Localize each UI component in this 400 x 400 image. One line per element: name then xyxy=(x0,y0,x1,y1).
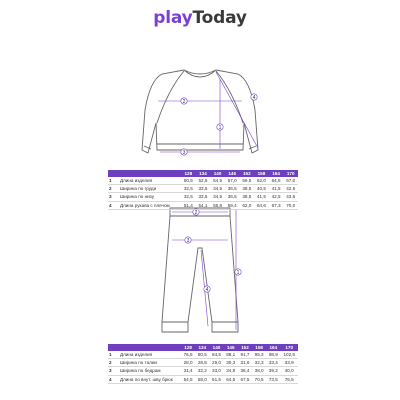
sweatshirt-markers xyxy=(181,94,257,156)
table-cell: 42,5 xyxy=(283,185,298,193)
table-cell: 56,8 xyxy=(210,201,225,209)
table-cell: 58,0 xyxy=(195,375,209,383)
table-cell: 59,4 xyxy=(225,201,240,209)
table-cell: 67,0 xyxy=(283,177,298,185)
table-cell: 31,4 xyxy=(181,367,195,375)
table-cell: 61,5 xyxy=(209,375,223,383)
table-cell: 95,3 xyxy=(252,351,266,359)
row-number: 1 xyxy=(108,177,119,185)
table-cell: 67,5 xyxy=(238,375,252,383)
table-cell: 34,5 xyxy=(210,185,225,193)
table-cell: 67,3 xyxy=(269,201,284,209)
table-row xyxy=(108,359,298,367)
table-cell: 40,5 xyxy=(254,185,269,193)
table-cell: 34,5 xyxy=(210,193,225,201)
measure-line-sleeve xyxy=(216,72,258,148)
size-header: 140 xyxy=(209,344,223,351)
row-label: Ширина по низу xyxy=(119,193,181,201)
table-cell: 73,5 xyxy=(266,375,280,383)
row-number: 4 xyxy=(108,201,119,209)
table-cell: 54,5 xyxy=(181,375,195,383)
pants-legs xyxy=(162,216,238,322)
row-number: 1 xyxy=(108,351,119,359)
table-cell: 51,4 xyxy=(181,201,196,209)
table-cell: 29,0 xyxy=(209,359,223,367)
table-cell: 33,5 xyxy=(196,185,211,193)
table-cell: 33,9 xyxy=(280,359,298,367)
marker-bottom-2: 2 xyxy=(194,209,198,216)
table-cell: 36,5 xyxy=(225,185,240,193)
size-header: 152 xyxy=(240,170,255,177)
table-cell: 59,5 xyxy=(240,177,255,185)
marker-bottom-3: 3 xyxy=(186,237,190,244)
pants-measure-lines xyxy=(172,210,236,330)
sweatshirt-body xyxy=(142,70,258,153)
table-cell: 28,5 xyxy=(195,359,209,367)
size-header: 128 xyxy=(181,170,196,177)
row-label: Длина изделия xyxy=(119,177,181,185)
table-cell: 42,5 xyxy=(269,193,284,201)
size-header: 170 xyxy=(280,344,298,351)
size-header: 146 xyxy=(225,170,240,177)
size-header: 140 xyxy=(210,170,225,177)
table-cell: 64,5 xyxy=(224,375,238,383)
sweatshirt-collar xyxy=(184,70,216,77)
table-cell: 76,5 xyxy=(181,351,195,359)
table-row xyxy=(108,367,298,375)
sweatshirt-cuffs xyxy=(144,146,256,149)
table-header-row xyxy=(108,170,298,177)
row-number: 4 xyxy=(108,375,119,383)
size-header: 134 xyxy=(195,344,209,351)
table-cell: 38,5 xyxy=(240,185,255,193)
size-header: 164 xyxy=(269,170,284,177)
marker-top-2: 2 xyxy=(182,98,186,105)
marker-bottom-4: 4 xyxy=(205,286,209,293)
table-cell: 32,3 xyxy=(252,359,266,367)
row-number: 3 xyxy=(108,367,119,375)
size-header: 134 xyxy=(196,170,211,177)
row-number: 2 xyxy=(108,359,119,367)
size-header: 164 xyxy=(266,344,280,351)
table-cell: 70,0 xyxy=(283,201,298,209)
row-label: Длина рукава с плечом xyxy=(119,201,181,209)
sweatshirt-size-table xyxy=(108,170,298,210)
table-cell: 33,0 xyxy=(209,367,223,375)
table-cell: 62,0 xyxy=(254,177,269,185)
marker-top-1: 1 xyxy=(218,124,222,131)
table-cell: 40,0 xyxy=(280,367,298,375)
table-cell: 54,5 xyxy=(210,177,225,185)
row-number: 2 xyxy=(108,185,119,193)
table-cell: 39,2 xyxy=(266,367,280,375)
table-cell: 64,6 xyxy=(254,201,269,209)
table-cell: 64,5 xyxy=(269,177,284,185)
table-cell: 91,7 xyxy=(238,351,252,359)
table-cell: 98,9 xyxy=(266,351,280,359)
brand-logo-part2: Today xyxy=(192,8,247,28)
table-row xyxy=(108,193,298,201)
table-header-label-cell xyxy=(108,170,181,177)
size-header: 170 xyxy=(283,170,298,177)
sweatshirt-drawing xyxy=(142,70,258,153)
table-cell: 62,0 xyxy=(240,201,255,209)
table-cell: 30,3 xyxy=(224,359,238,367)
size-header: 152 xyxy=(238,344,252,351)
table-row xyxy=(108,351,298,359)
table-cell: 80,5 xyxy=(195,351,209,359)
table-header-row xyxy=(108,344,298,351)
table-cell: 32,5 xyxy=(181,185,196,193)
pants-drawing xyxy=(162,208,238,332)
row-label: Ширина по груди xyxy=(119,185,181,193)
table-cell: 34,8 xyxy=(224,367,238,375)
row-label: Ширина по бедрам xyxy=(119,367,181,375)
row-label: Длина по внут. шву брюк xyxy=(119,375,181,383)
table-cell: 70,5 xyxy=(252,375,266,383)
pants-size-table xyxy=(108,344,298,384)
table-row xyxy=(108,201,298,209)
table-row xyxy=(108,375,298,383)
size-header: 158 xyxy=(254,170,269,177)
row-label: Длина изделия xyxy=(119,351,181,359)
brand-logo-part1: play xyxy=(153,8,193,28)
marker-top-3: 3 xyxy=(182,149,186,156)
table-row xyxy=(108,177,298,185)
table-cell: 38,5 xyxy=(240,193,255,201)
table-row xyxy=(108,185,298,193)
sweatshirt-raglan-left xyxy=(157,71,184,123)
row-label: Ширина по талии xyxy=(119,359,181,367)
row-number: 3 xyxy=(108,193,119,201)
table-cell: 41,5 xyxy=(269,185,284,193)
size-header: 128 xyxy=(181,344,195,351)
marker-top-4: 4 xyxy=(252,94,256,101)
table-cell: 38,0 xyxy=(252,367,266,375)
table-cell: 52,5 xyxy=(196,177,211,185)
table-cell: 31,6 xyxy=(238,359,252,367)
size-header: 158 xyxy=(252,344,266,351)
table-cell: 54,1 xyxy=(196,201,211,209)
marker-bottom-1: 1 xyxy=(236,269,240,276)
table-cell: 32,5 xyxy=(181,193,196,201)
table-cell: 36,4 xyxy=(238,367,252,375)
table-cell: 28,0 xyxy=(181,359,195,367)
table-header-label-cell xyxy=(108,344,181,351)
table-cell: 102,5 xyxy=(280,351,298,359)
table-cell: 41,5 xyxy=(254,193,269,201)
table-cell: 43,5 xyxy=(283,193,298,201)
table-cell: 76,5 xyxy=(280,375,298,383)
size-header: 146 xyxy=(224,344,238,351)
table-cell: 57,0 xyxy=(225,177,240,185)
table-cell: 84,5 xyxy=(209,351,223,359)
table-cell: 33,4 xyxy=(266,359,280,367)
pants-cuffs xyxy=(162,322,238,332)
table-cell: 88,1 xyxy=(224,351,238,359)
table-cell: 32,2 xyxy=(195,367,209,375)
table-cell: 36,5 xyxy=(225,193,240,201)
table-cell: 33,5 xyxy=(196,193,211,201)
table-cell: 50,5 xyxy=(181,177,196,185)
